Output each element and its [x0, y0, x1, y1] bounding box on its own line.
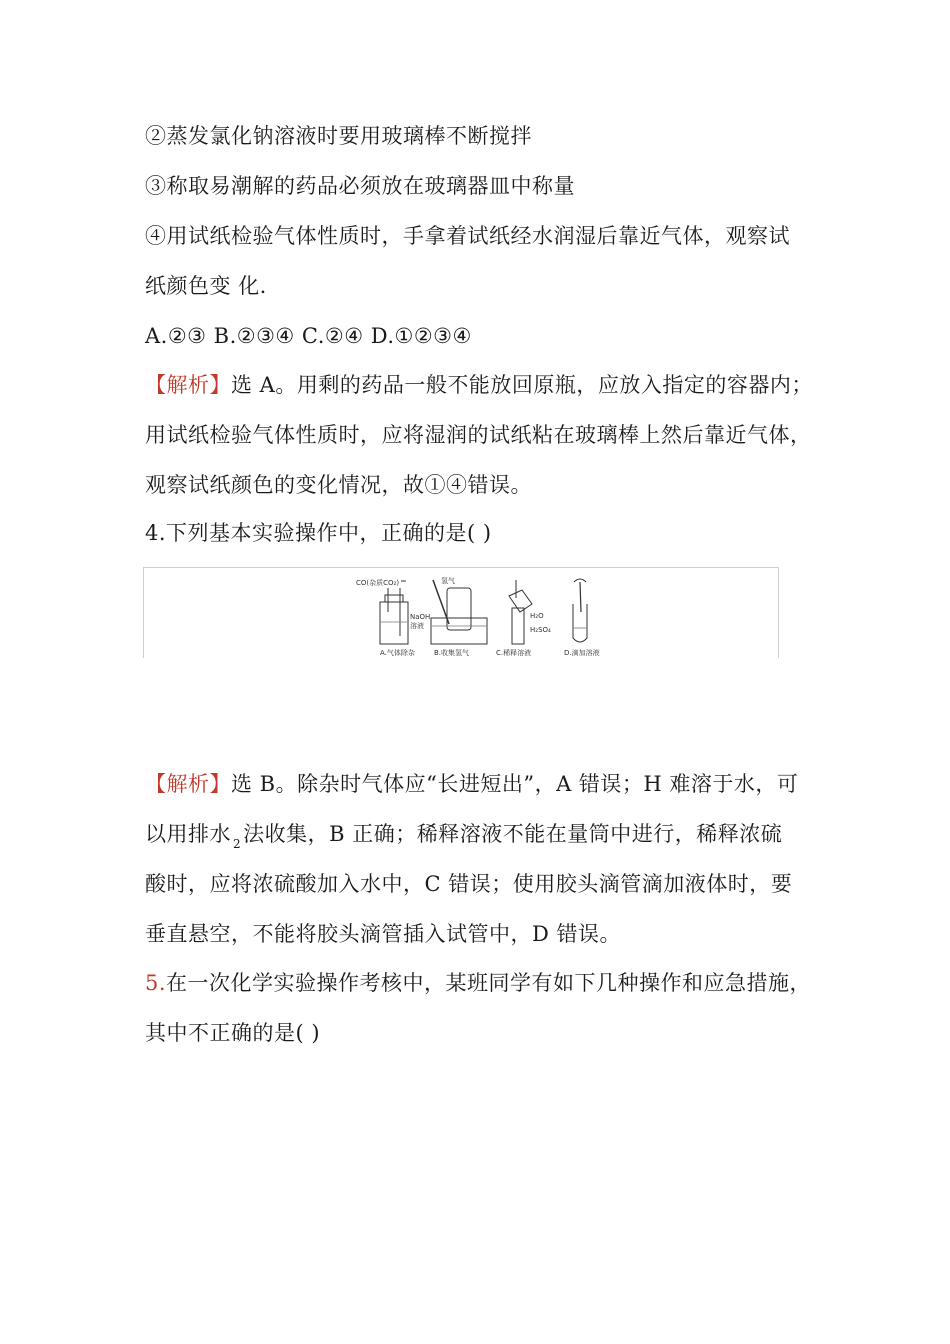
analysis-tag: 【解析】 — [145, 772, 231, 796]
analysis-text: 选 B。除杂时气体应“长进短出”，A 错误；H 难溶于水，可 — [231, 772, 799, 796]
question-5-cont: 其中不正确的是( ) — [145, 1021, 321, 1045]
collection-bottle — [447, 588, 471, 630]
analysis-q4-line-1 — [145, 769, 798, 799]
option-line-4: ④用试纸检验气体性质时，手拿着试纸经水润湿后靠近气体，观察试 — [145, 224, 790, 248]
option-line-2: ②蒸发氯化钠溶液时要用玻璃棒不断搅拌 — [145, 124, 532, 148]
figure-c-h2o: H₂O — [530, 612, 544, 620]
washing-bottle — [380, 602, 408, 644]
experiment-figure — [143, 567, 779, 658]
analysis-q4-line-4: 垂直悬空，不能将胶头滴管插入试管中，D 错误。 — [145, 922, 622, 946]
figure-a-solution: NaOH — [410, 613, 431, 621]
question-4: 4.下列基本实验操作中，正确的是( ) — [145, 521, 492, 545]
question-5 — [145, 968, 811, 998]
figure-d-caption: D.滴加溶液 — [564, 649, 600, 657]
option-line-4-cont: 纸颜色变 化. — [145, 274, 267, 298]
figure-c-acid: H₂SO₄ — [530, 626, 551, 634]
trough — [431, 618, 487, 644]
analysis-q3-line-1 — [145, 370, 813, 400]
dropper — [580, 582, 581, 612]
analysis-q3-line-3: 观察试纸颜色的变化情况，故①④错误。 — [145, 473, 532, 497]
figure-c-caption: C.稀释溶液 — [496, 649, 532, 657]
subscript-2: 2 — [233, 837, 242, 851]
figure-a-solution2: 溶液 — [410, 622, 424, 630]
figure-a-top-label: CO(杂质CO₂) — [356, 579, 400, 587]
test-tube — [573, 604, 587, 642]
analysis-tag: 【解析】 — [145, 373, 231, 397]
analysis-q4-line-3: 酸时，应将浓硫酸加入水中，C 错误；使用胶头滴管滴加液体时，要 — [145, 872, 793, 896]
answer-choices-q3: A.②③ B.②③④ C.②④ D.①②③④ — [145, 324, 472, 348]
figure-a-caption: A.气体除杂 — [380, 649, 415, 657]
question-number: 5. — [145, 971, 167, 995]
analysis-q4-line-2 — [145, 819, 782, 852]
experiment-diagram — [144, 568, 778, 658]
analysis-text-b: 法收集，B 正确；稀释溶液不能在量筒中进行，稀释浓硫 — [243, 822, 783, 846]
analysis-q3-line-2: 用试纸检验气体性质时，应将湿润的试纸粘在玻璃棒上然后靠近气体， — [145, 423, 812, 447]
figure-b-caption: B.收集氢气 — [434, 649, 470, 657]
measuring-cylinder — [512, 608, 524, 644]
question-text: 在一次化学实验操作考核中，某班同学有如下几种操作和应急措施， — [166, 971, 812, 995]
figure-b-top-label: 氢气 — [441, 577, 455, 585]
analysis-text: 选 A。用剩的药品一般不能放回原瓶，应放入指定的容器内； — [231, 373, 813, 397]
analysis-text-a: 以用排水 — [145, 822, 231, 846]
option-line-3: ③称取易潮解的药品必须放在玻璃器皿中称量 — [145, 174, 575, 198]
